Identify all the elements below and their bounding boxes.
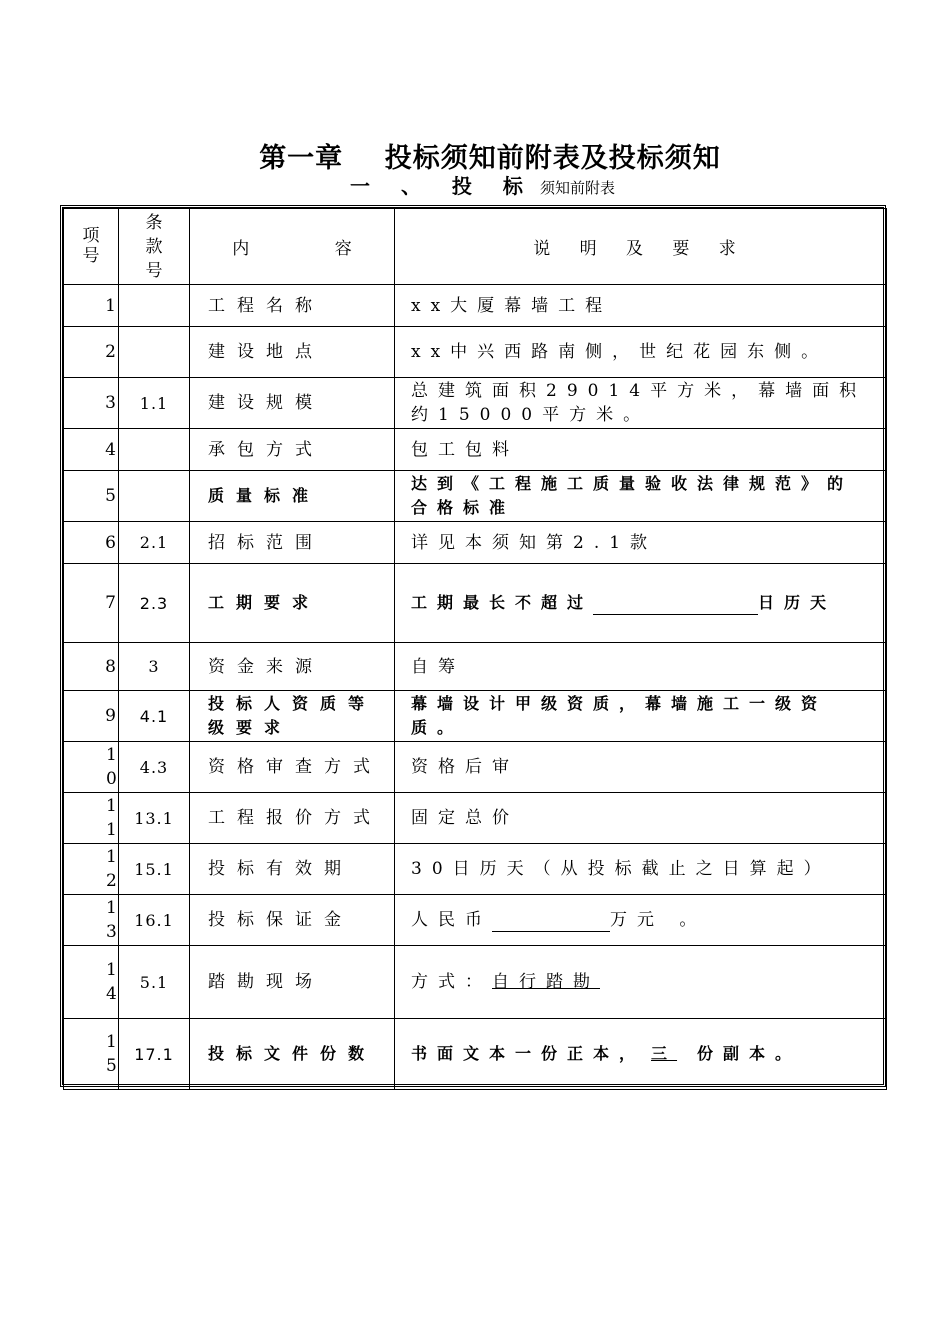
content-cell: 建设规模 [190, 378, 395, 429]
item-no: 7 [105, 593, 116, 613]
item-no: 5 [105, 486, 116, 506]
requirement-text: 书面文本一份正本， [411, 1044, 646, 1063]
content-cell: 资格审查方式 [190, 742, 395, 793]
content-cell: 工程名称 [190, 285, 395, 327]
chapter-title: 第一章 投标须知前附表及投标须知 [259, 143, 721, 174]
clause-no: 4.1 [119, 691, 190, 742]
table-row [64, 895, 887, 946]
requirement-cell [395, 564, 887, 643]
requirement-text: 万元 。 [610, 910, 707, 930]
clause-no: 3 [119, 643, 190, 691]
item-no: 8 [105, 656, 116, 677]
clause-no: 15.1 [119, 844, 190, 895]
content-cell: 承包方式 [190, 429, 395, 471]
requirement-text: 工期最长不超过 [411, 593, 594, 612]
item-no-cell [64, 844, 119, 895]
clause-no: 2.1 [119, 522, 190, 564]
item-no: 13 [106, 898, 117, 942]
item-no: 1 [105, 295, 116, 316]
content-cell: 资金来源 [190, 643, 395, 691]
content-cell: 投标文件份数 [190, 1019, 395, 1090]
item-no-cell [64, 946, 119, 1019]
clause-no [119, 471, 190, 522]
item-no: 14 [106, 960, 117, 1004]
content-cell: 工期要求 [190, 564, 395, 643]
clause-no [119, 429, 190, 471]
requirement-cell [395, 1019, 887, 1090]
clause-no: 13.1 [119, 793, 190, 844]
item-no: 2 [105, 342, 116, 362]
table-row [64, 429, 887, 471]
item-no-cell [64, 643, 119, 691]
header-item-no: 项号 [64, 209, 119, 285]
table-row [64, 1019, 887, 1090]
content-cell: 质量标准 [190, 471, 395, 522]
table-row [64, 471, 887, 522]
requirement-text: 人民币 [411, 910, 492, 930]
requirement-cell: 包工包料 [395, 429, 887, 471]
item-no-cell [64, 742, 119, 793]
requirement-cell [395, 895, 887, 946]
clause-no: 2.3 [119, 564, 190, 643]
table-row [64, 378, 887, 429]
content-cell: 工程报价方式 [190, 793, 395, 844]
requirement-underlined: 三 [651, 1044, 678, 1063]
requirement-cell: 30日历天（从投标截止之日算起） [395, 844, 887, 895]
table-row [64, 793, 887, 844]
clause-no: 17.1 [119, 1019, 190, 1090]
item-no-cell [64, 285, 119, 327]
section-subtitle [350, 170, 615, 199]
content-cell: 建设地点 [190, 327, 395, 378]
item-no: 3 [105, 393, 116, 413]
clause-no: 1.1 [119, 378, 190, 429]
item-no: 15 [106, 1032, 117, 1076]
content-cell: 投标保证金 [190, 895, 395, 946]
clause-no [119, 327, 190, 378]
requirement-cell: 固定总价 [395, 793, 887, 844]
bid-instructions-table [63, 208, 887, 1090]
item-no-cell [64, 1019, 119, 1090]
header-requirements: 说 明 及 要 求 [395, 209, 887, 285]
item-no-cell [64, 564, 119, 643]
requirement-cell: xx中兴西路南侧，世纪花园东侧。 [395, 327, 887, 378]
item-no: 6 [105, 532, 116, 553]
content-cell: 投标有效期 [190, 844, 395, 895]
requirement-underlined: 自行踏勘 [492, 972, 600, 992]
header-content: 内 容 [190, 209, 395, 285]
requirement-cell: 幕墙设计甲级资质，幕墙施工一级资质。 [395, 691, 887, 742]
clause-no [119, 285, 190, 327]
item-no-cell [64, 793, 119, 844]
requirement-text: 方式： [411, 972, 492, 992]
table-row [64, 522, 887, 564]
requirement-cell [395, 946, 887, 1019]
item-no: 4 [105, 439, 116, 460]
table-row [64, 643, 887, 691]
item-no: 9 [105, 706, 116, 726]
item-no-cell [64, 895, 119, 946]
requirement-cell: 自筹 [395, 643, 887, 691]
item-no: 12 [106, 847, 117, 891]
content-cell: 招标范围 [190, 522, 395, 564]
content-cell: 踏勘现场 [190, 946, 395, 1019]
table-row [64, 742, 887, 793]
section-subtitle-main: 一 、 投 标 [350, 174, 535, 198]
table-row [64, 564, 887, 643]
item-no-cell [64, 378, 119, 429]
requirement-text: 份副本。 [697, 1044, 802, 1063]
clause-no: 16.1 [119, 895, 190, 946]
blank-line [593, 594, 758, 615]
requirement-cell: 达到《工程施工质量验收法律规范》的合格标准 [395, 471, 887, 522]
requirement-cell: 总建筑面积29014平方米，幕墙面积约15000平方米。 [395, 378, 887, 429]
table-row [64, 844, 887, 895]
table-row [64, 691, 887, 742]
requirement-cell: 资格后审 [395, 742, 887, 793]
content-cell: 投标人资质等级要求 [190, 691, 395, 742]
requirement-text: 日历天 [758, 593, 837, 612]
item-no-cell [64, 691, 119, 742]
blank-line [492, 911, 610, 932]
requirement-cell: xx大厦幕墙工程 [395, 285, 887, 327]
clause-no: 4.3 [119, 742, 190, 793]
header-clause-no: 条款号 [119, 209, 190, 285]
requirement-cell: 详见本须知第2.1款 [395, 522, 887, 564]
clause-no: 5.1 [119, 946, 190, 1019]
table-row [64, 327, 887, 378]
section-subtitle-small: 须知前附表 [539, 179, 615, 197]
table-row [64, 285, 887, 327]
item-no-cell [64, 471, 119, 522]
item-no: 10 [106, 745, 117, 789]
item-no-cell [64, 327, 119, 378]
item-no: 11 [106, 796, 117, 840]
table-header-row [64, 209, 887, 285]
item-no-cell [64, 429, 119, 471]
table-row [64, 946, 887, 1019]
item-no-cell [64, 522, 119, 564]
